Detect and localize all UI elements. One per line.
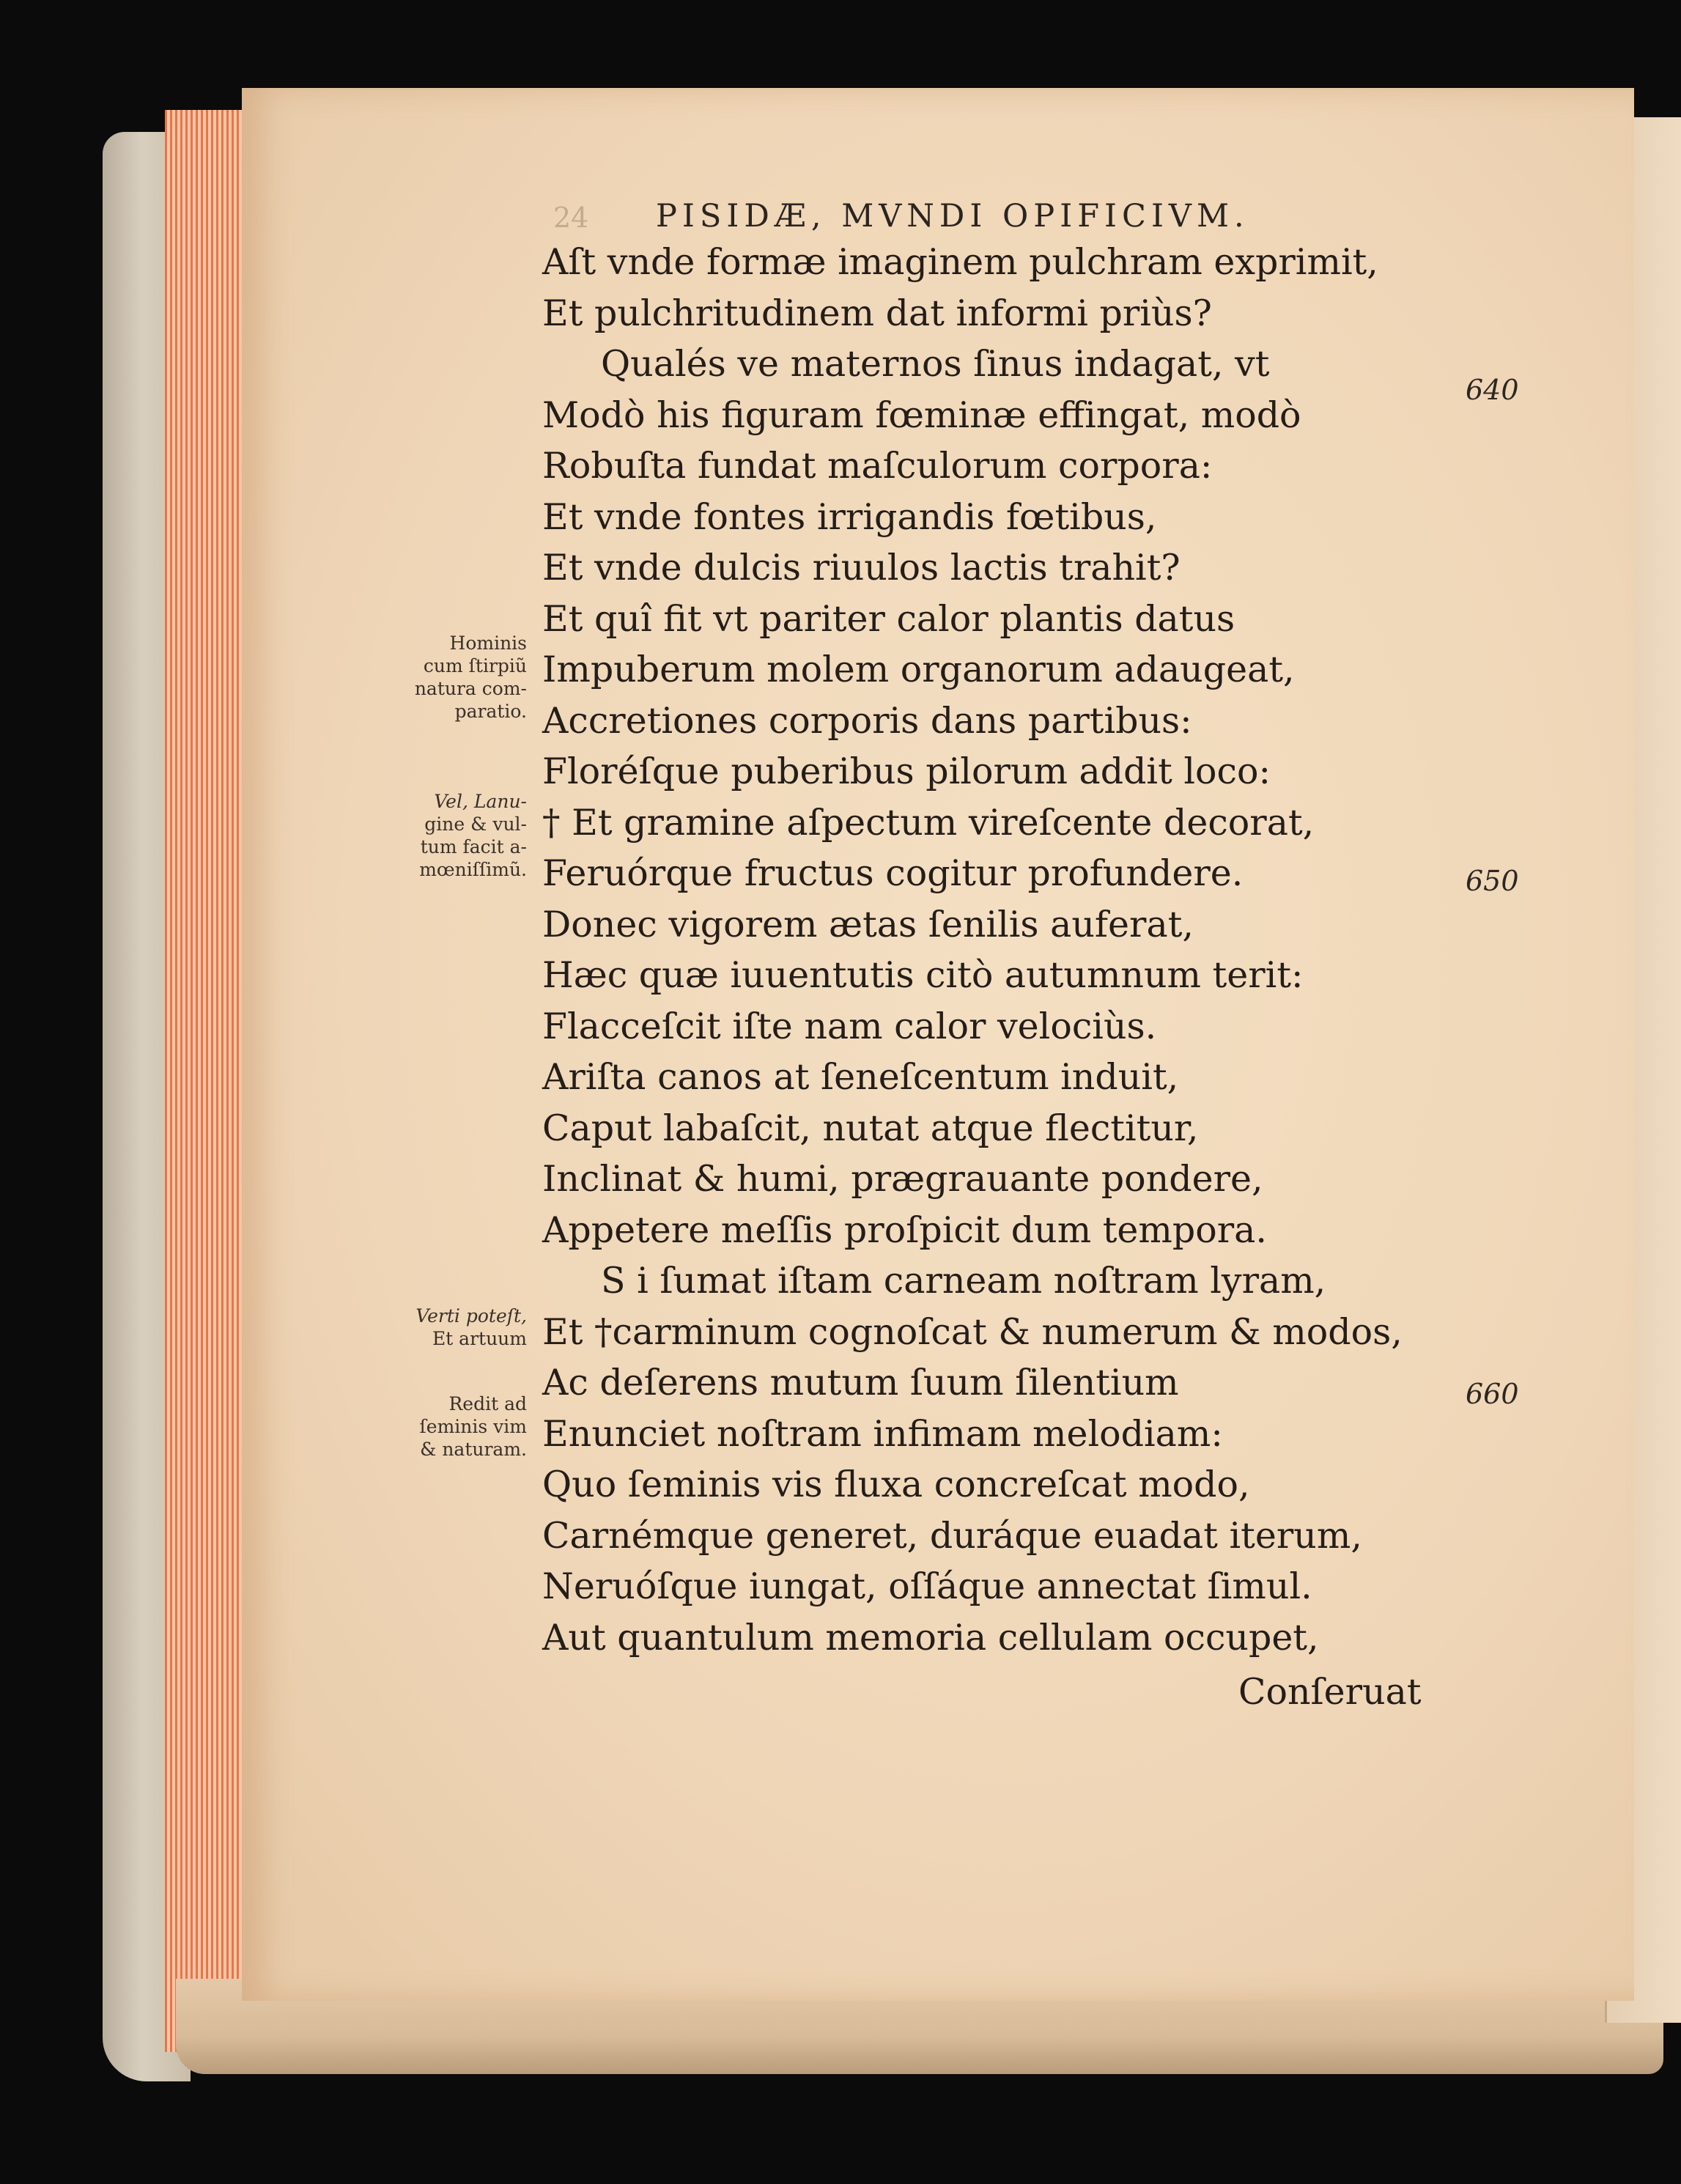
verse-line: Enunciet noſtram infimam melodiam: bbox=[542, 1412, 1223, 1455]
verse-line: Et vnde dulcis riuulos lactis trahit? bbox=[542, 547, 1181, 589]
verse-line: Impuberum molem organorum adaugeat, bbox=[542, 649, 1295, 690]
verse-line: Et quî fit vt pariter calor plantis datus bbox=[542, 597, 1235, 640]
margin-note-line: cum ſtirpiũ bbox=[423, 655, 527, 676]
verse-line: Quo ſeminis vis fluxa concreſcat modo, bbox=[542, 1464, 1250, 1505]
margin-note-line: natura com- bbox=[414, 678, 527, 699]
verse-line: Inclinat & humi, prægrauante pondere, bbox=[542, 1158, 1263, 1200]
verse-line: Qualés ve maternos ſinus indagat, vt bbox=[601, 343, 1270, 385]
line-number: 650 bbox=[1466, 865, 1519, 897]
margin-note-line: ſeminis vim bbox=[419, 1416, 527, 1437]
verse-line: Aſt vnde formæ imaginem pulchram exprimit, bbox=[542, 241, 1378, 283]
verse-line: Ariſta canos at ſeneſcentum induit, bbox=[542, 1056, 1179, 1098]
verse-line: Donec vigorem ætas ſenilis auferat, bbox=[542, 903, 1194, 945]
verse-line: Floréſque puberibus pilorum addit loco: bbox=[542, 750, 1271, 792]
margin-note-line: mœniſſimũ. bbox=[419, 859, 527, 880]
margin-note-line: Vel, Lanu- bbox=[434, 791, 527, 812]
verse-line: Carnémque generet, duráque euadat iterum, bbox=[542, 1514, 1362, 1557]
margin-note bbox=[380, 1392, 527, 1461]
verse-line: Hæc quæ iuuentutis citò autumnum terit: bbox=[542, 954, 1304, 996]
margin-note-line: tum facit a- bbox=[420, 836, 527, 857]
verse-line: Modò his figuram fœminæ effingat, modò bbox=[542, 394, 1301, 436]
verse-line: Flacceſcit iſte nam calor velociùs. bbox=[542, 1005, 1157, 1047]
margin-note-line: gine & vul- bbox=[424, 814, 527, 835]
margin-note-line: Verti poteſt, bbox=[415, 1305, 527, 1327]
verse-line: Ac deſerens mutum ſuum ſilentium bbox=[542, 1362, 1179, 1403]
verse-line: S i ſumat iſtam carneam noſtram lyram, bbox=[601, 1260, 1326, 1302]
page-edges bbox=[165, 110, 253, 2052]
line-number: 640 bbox=[1466, 374, 1519, 406]
margin-note bbox=[380, 1305, 527, 1350]
verse-line: † Et gramine aſpectum vireſcente decorat, bbox=[542, 801, 1315, 844]
margin-note-line: Hominis bbox=[449, 632, 527, 654]
verse-line: Feruórque fructus cogitur profundere. bbox=[542, 852, 1244, 894]
verse-text bbox=[542, 237, 1473, 1663]
margin-note-line: Redit ad bbox=[448, 1393, 527, 1414]
margin-note-line: Et artuum bbox=[432, 1328, 527, 1349]
line-number: 660 bbox=[1466, 1378, 1519, 1410]
catchword: Conſeruat bbox=[1238, 1671, 1422, 1713]
margin-note bbox=[380, 790, 527, 881]
verse-line: Aut quantulum memoria cellulam occupet, bbox=[542, 1616, 1319, 1659]
margin-note-line: paratio. bbox=[454, 701, 527, 722]
running-head: PISIDÆ, MVNDI OPIFICIVM. bbox=[656, 198, 1249, 235]
verse-line: Caput labaſcit, nutat atque flectitur, bbox=[542, 1107, 1199, 1149]
verse-line: Et pulchritudinem dat informi priùs? bbox=[542, 292, 1212, 334]
page-number: 24 bbox=[553, 202, 589, 234]
verse-line: Et vnde fontes irrigandis fœtibus, bbox=[542, 495, 1157, 538]
margin-note bbox=[380, 632, 527, 723]
verse-line: Robuſta fundat maſculorum corpora: bbox=[542, 445, 1213, 487]
verse-line: Appetere meſſis proſpicit dum tempora. bbox=[542, 1209, 1267, 1251]
verse-line: Et †carminum cognoſcat & numerum & modos, bbox=[542, 1310, 1403, 1353]
verse-line: Neruóſque iungat, oſſáque annectat ſimul. bbox=[542, 1565, 1312, 1607]
verse-line: Accretiones corporis dans partibus: bbox=[542, 699, 1192, 742]
margin-note-line: & naturam. bbox=[420, 1439, 527, 1460]
